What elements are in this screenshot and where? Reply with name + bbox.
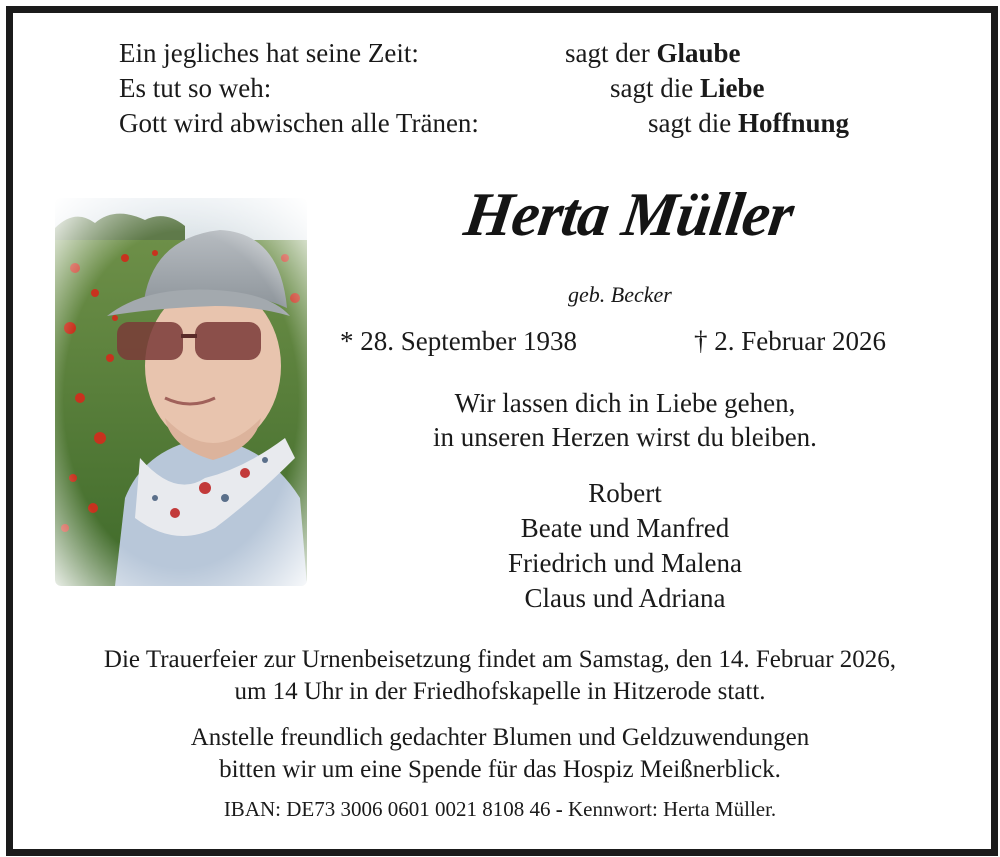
message-line-2: in unseren Herzen wirst du bleiben. — [433, 422, 817, 452]
message-line-1: Wir lassen dich in Liebe gehen, — [454, 388, 796, 418]
maiden-name: geb. Becker — [568, 282, 672, 307]
verse-line-3-right: sagt die Hoffnung — [648, 108, 850, 138]
mourner-4: Claus und Adriana — [524, 583, 726, 613]
verse-line-2-right: sagt die Liebe — [610, 73, 765, 103]
mourner-2: Beate und Manfred — [520, 513, 730, 543]
verse-line-1-left: Ein jegliches hat seine Zeit: — [119, 38, 419, 68]
death-date: † 2. Februar 2026 — [694, 326, 886, 356]
deceased-name: Herta Müller — [460, 181, 798, 249]
iban-number: IBAN: DE73 3006 0601 0021 8108 46 — [223, 797, 551, 821]
donation-line-1: Anstelle freundlich gedachter Blumen und Geldzuwendungen — [190, 724, 810, 751]
ceremony-line-2: um 14 Uhr in der Friedhofskapelle in Hitzerode statt. — [234, 678, 766, 705]
donation-line-2: bitten wir um eine Spende für das Hospiz Meißnerblick. — [219, 756, 781, 783]
mourners-list — [340, 476, 910, 616]
verse-line-2-left: Es tut so weh: — [119, 73, 272, 103]
mourner-1: Robert — [588, 478, 662, 508]
bank-separator: - — [550, 797, 568, 821]
mourner-3: Friedrich und Malena — [508, 548, 742, 578]
bank-details — [20, 797, 980, 822]
portrait-photo — [55, 198, 307, 586]
donation-keyword: Kennwort: Herta Müller. — [567, 797, 777, 821]
farewell-message — [340, 386, 910, 454]
ceremony-line-1: Die Trauerfeier zur Urnenbeisetzung findet am Samstag, den 14. Februar 2026, — [103, 646, 897, 673]
ceremony-info — [20, 644, 980, 708]
verse-line-1-right: sagt der Glaube — [565, 38, 741, 68]
donation-request — [20, 722, 980, 786]
birth-date: * 28. September 1938 — [340, 326, 577, 356]
verse-line-3-left: Gott wird abwischen alle Tränen: — [119, 108, 479, 138]
